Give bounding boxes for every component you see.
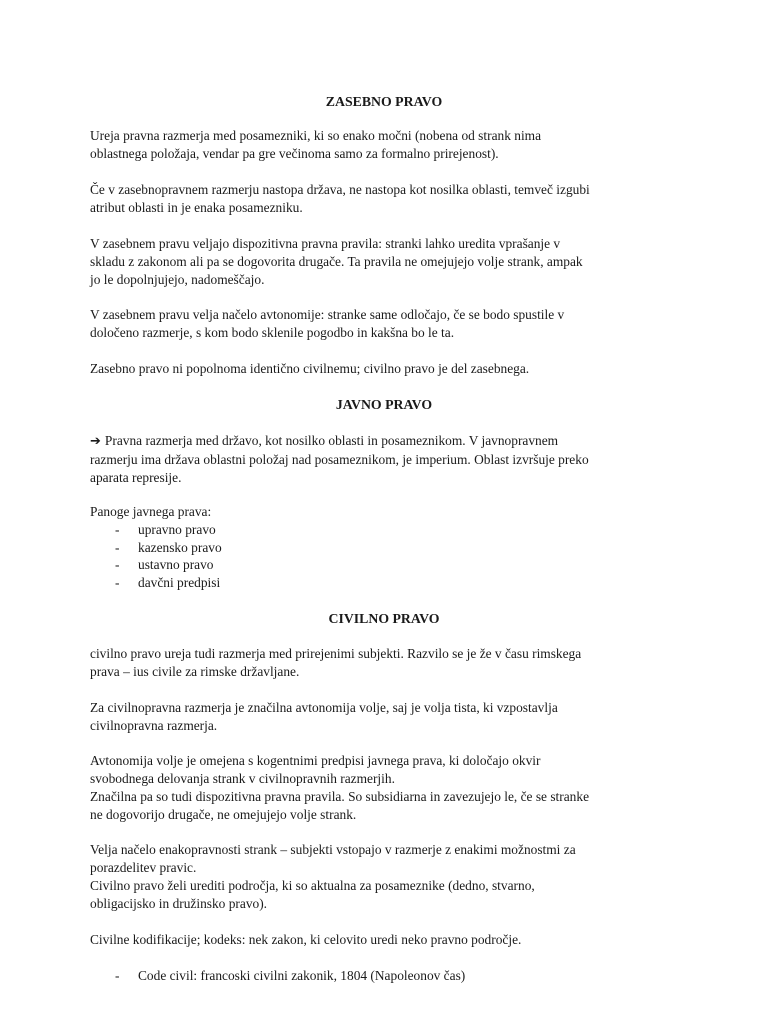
text-line: Zasebno pravo ni popolnoma identično civilnemu; civilno pravo je del zasebnega. xyxy=(90,361,530,376)
text-line: Za civilnopravna razmerja je značilna avtonomija volje, saj je volja tista, ki vzpostavlja xyxy=(90,700,558,715)
text-line: porazdelitev pravic. xyxy=(90,860,197,875)
list-item: kazensko pravo xyxy=(138,540,222,555)
list-bullet: - xyxy=(115,557,120,572)
paragraph xyxy=(90,235,710,289)
text-line: Značilna pa so tudi dispozitivna pravna pravila. So subsidiarna in zavezujejo le, če se stranke xyxy=(90,789,590,804)
text-line: razmerju ima država oblastni položaj nad posameznikom, je imperium. Oblast izvršuje preko xyxy=(90,452,589,467)
heading-zasebno-pravo: ZASEBNO PRAVO xyxy=(325,94,443,109)
text-line: jo le dopolnjujejo, nadomeščajo. xyxy=(90,272,265,287)
text-line: oblastnega položaja, vendar pa gre večinoma samo za formalno prirejenost). xyxy=(90,146,499,161)
paragraph xyxy=(90,306,710,342)
list-item: ustavno pravo xyxy=(138,557,214,572)
paragraph xyxy=(90,645,710,681)
text-line: skladu z zakonom ali pa se dogovorita drugače. Ta pravila ne omejujejo volje strank, ampak xyxy=(90,254,583,269)
paragraph xyxy=(90,181,710,217)
list-bullet: - xyxy=(115,968,120,983)
text-line: ne dogovorijo drugače, ne omejujejo volje strank. xyxy=(90,807,357,822)
paragraph xyxy=(90,752,710,824)
text-line: Če v zasebnopravnem razmerju nastopa država, ne nastopa kot nosilka oblasti, temveč izgubi xyxy=(90,182,590,197)
heading-civilno-pravo: CIVILNO PRAVO xyxy=(328,611,440,626)
list-item: Code civil: francoski civilni zakonik, 1804 (Napoleonov čas) xyxy=(138,968,466,983)
text-line: Civilne kodifikacije; kodeks: nek zakon, ki celovito uredi neko pravno področje. xyxy=(90,932,522,947)
text-line: V zasebnem pravu velja načelo avtonomije: stranke same odločajo, če se bodo spustile v xyxy=(90,307,565,322)
list-item: upravno pravo xyxy=(138,522,216,537)
text-line: civilnopravna razmerja. xyxy=(90,718,218,733)
text-line: atribut oblasti in je enaka posamezniku. xyxy=(90,200,303,215)
text-line: obligacijsko in družinsko pravo). xyxy=(90,896,268,911)
heading-javno-pravo: JAVNO PRAVO xyxy=(335,397,433,412)
text-line: Civilno pravo želi urediti področja, ki so aktualna za posameznike (dedno, stvarno, xyxy=(90,878,535,893)
text-line xyxy=(90,432,710,451)
arrow-right-icon: ➔ xyxy=(90,434,101,449)
text-line: civilno pravo ureja tudi razmerja med prirejenimi subjekti. Razvilo se je že v času rimskega xyxy=(90,646,582,661)
text-line: prava – ius civile za rimske državljane. xyxy=(90,664,300,679)
list-bullet: - xyxy=(115,540,120,555)
list-bullet: - xyxy=(115,522,120,537)
paragraph xyxy=(90,699,710,735)
paragraph xyxy=(90,127,710,163)
text-line: Ureja pravna razmerja med posamezniki, ki so enako močni (nobena od strank nima xyxy=(90,128,542,143)
paragraph xyxy=(90,360,710,378)
text-line: aparata represije. xyxy=(90,470,182,485)
text-line: svobodnega delovanja strank v civilnopravnih razmerjih. xyxy=(90,771,395,786)
text-line: določeno razmerje, s kom bodo sklenile pogodbo in kakšna bo le ta. xyxy=(90,325,455,340)
text-line: Avtonomija volje je omejena s kogentnimi predpisi javnega prava, ki določajo okvir xyxy=(90,753,541,768)
list-bullet: - xyxy=(115,575,120,590)
text-line: Velja načelo enakopravnosti strank – subjekti vstopajo v razmerje z enakimi možnostmi za xyxy=(90,842,576,857)
paragraph xyxy=(90,841,710,913)
text-fragment: Pravna razmerja med državo, kot nosilko oblasti in posameznikom. V javnopravnem xyxy=(104,433,559,448)
text-line: V zasebnem pravu veljajo dispozitivna pravna pravila: stranki lahko uredita vprašanje v xyxy=(90,236,561,251)
list-item: davčni predpisi xyxy=(138,575,221,590)
paragraph xyxy=(90,931,710,949)
paragraph xyxy=(90,432,710,487)
list-title: Panoge javnega prava: xyxy=(90,504,212,519)
